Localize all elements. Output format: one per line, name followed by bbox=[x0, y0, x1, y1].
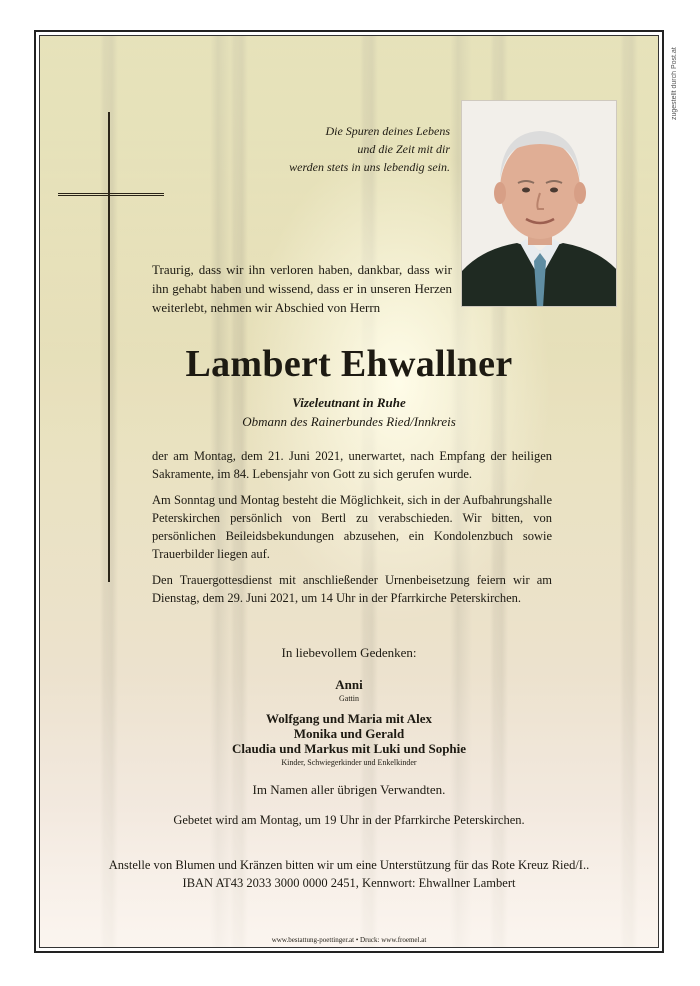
donation-iban: IBAN AT43 2033 3000 0000 2451, Kennwort: Ehwallner Lambert bbox=[182, 876, 516, 890]
announcement-body bbox=[152, 447, 552, 615]
cross-bar bbox=[58, 193, 164, 196]
footer-credits: www.bestattung-poettinger.at • Druck: www.froemel.at bbox=[271, 936, 427, 944]
donation-request: Anstelle von Blumen und Kränzen bitten wir um eine Unterstützung für das Rote Kreuz Ried/I.. bbox=[108, 858, 590, 872]
forest-background bbox=[39, 35, 659, 948]
deceased-rank: Vizeleutnant in Ruhe bbox=[292, 395, 406, 410]
mourner-name: Anni bbox=[335, 677, 363, 692]
mourning-heading: In liebevollem Gedenken: bbox=[281, 645, 417, 660]
relatives-note: Im Namen aller übrigen Verwandten. bbox=[252, 782, 446, 797]
motto-line: und die Zeit mit dir bbox=[357, 142, 450, 156]
delivery-note: zugestellt durch Post.at bbox=[671, 47, 678, 120]
mourner-name: Monika und Gerald bbox=[293, 726, 405, 741]
mourner-relation: Kinder, Schwiegerkinder und Enkelkinder bbox=[281, 758, 417, 767]
paragraph-funeral: Den Trauergottesdienst mit anschließender Urnenbeisetzung feiern wir am Dienstag, dem 29. Juni 2021, um 14 Uhr in der Pfarrkirche Peterskirchen. bbox=[152, 573, 552, 605]
paragraph-death: der am Montag, dem 21. Juni 2021, unerwartet, nach Empfang der heiligen Sakramente, im 84. Lebensjahr von Gott zu sich gerufen wurde. bbox=[152, 449, 552, 481]
obituary-frame bbox=[34, 30, 664, 953]
motto-line: werden stets in uns lebendig sein. bbox=[289, 160, 450, 174]
mourner-name: Wolfgang und Maria mit Alex bbox=[265, 711, 433, 726]
mourner-relation: Gattin bbox=[339, 694, 359, 703]
deceased-role: Obmann des Rainerbundes Ried/Innkreis bbox=[242, 414, 456, 429]
paragraph-viewing: Am Sonntag und Montag besteht die Möglichkeit, sich in der Aufbahrungshalle Peterskirchen persönlich von Bertl zu verabschieden. Wir bitten, von persönlichen Beileidsbekundungen abzusehen, ein Kondolenzbuch sowie Trauerbilder liegen auf. bbox=[152, 493, 552, 561]
motto-line: Die Spuren deines Lebens bbox=[325, 124, 450, 138]
motto-verse bbox=[240, 122, 450, 176]
prayer-notice: Gebetet wird am Montag, um 19 Uhr in der Pfarrkirche Peterskirchen. bbox=[173, 813, 525, 827]
portrait-photo bbox=[461, 100, 617, 307]
mourner-name: Claudia und Markus mit Luki und Sophie bbox=[231, 741, 467, 756]
intro-text: Traurig, dass wir ihn verloren haben, dankbar, dass wir ihn gehabt haben und wissend, dass er in unseren Herzen weiterlebt, nehmen wir Abschied von Herrn bbox=[152, 262, 452, 315]
deceased-name: Lambert Ehwallner bbox=[185, 343, 513, 385]
